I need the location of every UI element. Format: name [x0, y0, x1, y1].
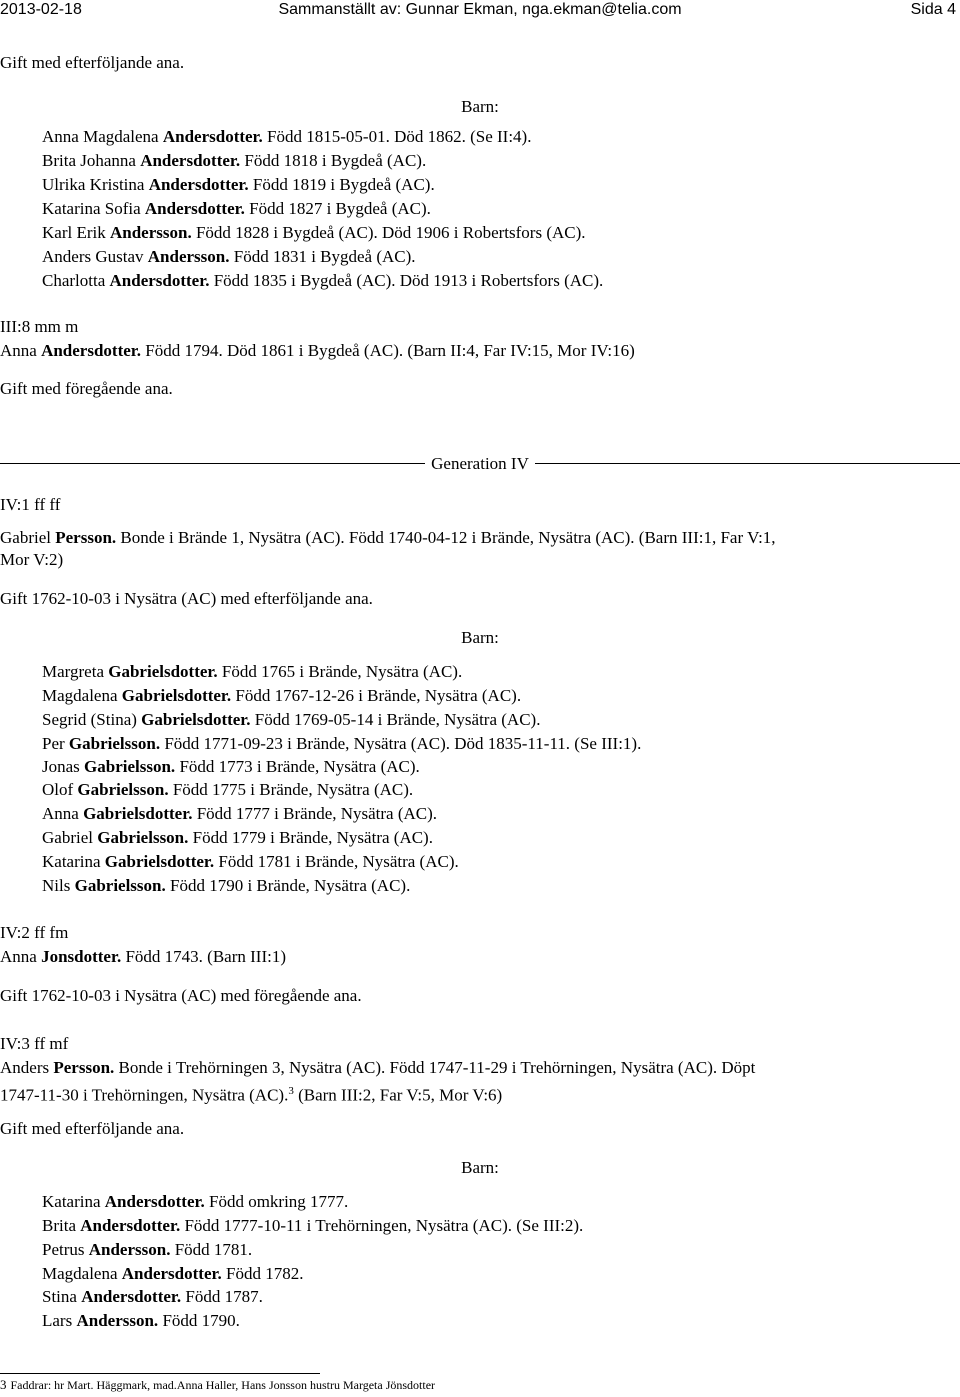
person-id: IV:3 ff mf: [0, 1034, 69, 1053]
footnote-text: Faddrar: hr Mart. Häggmark, mad.Anna Haller, Hans Jonsson hustru Margeta Jönsdotter: [10, 1378, 436, 1392]
marriage-line: Gift med föregående ana.: [0, 379, 173, 398]
person-id: IV:1 ff ff: [0, 495, 61, 514]
header-author: Sammanställt av: Gunnar Ekman, nga.ekman@telia.com: [278, 1, 682, 18]
child-entry: Anders Gustav Andersson. Född 1831 i Bygdeå (AC).: [42, 247, 416, 266]
marriage-line: Gift med efterföljande ana.: [0, 1119, 185, 1138]
child-entry: Charlotta Andersdotter. Född 1835 i Bygdeå (AC). Död 1913 i Robertsfors (AC).: [42, 271, 604, 290]
child-entry: Anna Magdalena Andersdotter. Född 1815-05-01. Död 1862. (Se II:4).: [42, 127, 532, 146]
barn-label: Barn:: [461, 628, 499, 647]
child-entry: Katarina Andersdotter. Född omkring 1777.: [42, 1192, 349, 1211]
child-entry: Per Gabrielsson. Född 1771-09-23 i Brände, Nysätra (AC). Död 1835-11-11. (Se III:1).: [42, 734, 642, 753]
generation-heading: [0, 452, 960, 476]
person-entry: Gabriel Persson. Bonde i Brände 1, Nysätra (AC). Född 1740-04-12 i Brände, Nysätra (AC). (Barn III:1, Far V:1,: [0, 528, 776, 547]
child-entry: Lars Andersson. Född 1790.: [42, 1311, 240, 1330]
barn-label: Barn:: [461, 1158, 499, 1177]
child-entry: Petrus Andersson. Född 1781.: [42, 1240, 253, 1259]
child-entry: Brita Andersdotter. Född 1777-10-11 i Trehörningen, Nysätra (AC). (Se III:2).: [42, 1216, 584, 1235]
header-date: 2013-02-18: [0, 1, 82, 18]
child-entry: Margreta Gabrielsdotter. Född 1765 i Brände, Nysätra (AC).: [42, 662, 463, 681]
child-entry: Katarina Sofia Andersdotter. Född 1827 i Bygdeå (AC).: [42, 199, 431, 218]
person-id: IV:2 ff fm: [0, 923, 69, 942]
person-entry: Anders Persson. Bonde i Trehörningen 3, Nysätra (AC). Född 1747-11-29 i Trehörningen, Nysätra (AC). Döpt: [0, 1058, 756, 1077]
footnote-rule: [0, 1373, 320, 1374]
footnote: [0, 1377, 435, 1393]
page-header: [0, 0, 960, 24]
child-entry: Brita Johanna Andersdotter. Född 1818 i Bygdeå (AC).: [42, 151, 427, 170]
child-entry: Olof Gabrielsson. Född 1775 i Brände, Nysätra (AC).: [42, 780, 414, 799]
header-page-number: Sida 4: [910, 1, 956, 18]
generation-title: Generation IV: [425, 454, 535, 473]
child-entry: Segrid (Stina) Gabrielsdotter. Född 1769-05-14 i Brände, Nysätra (AC).: [42, 710, 541, 729]
person-entry-continued: 1747-11-30 i Trehörningen, Nysätra (AC).$^3$ (Barn III:2, Far V:5, Mor V:6): [0, 1085, 503, 1105]
child-entry: Gabriel Gabrielsson. Född 1779 i Brände, Nysätra (AC).: [42, 828, 433, 847]
barn-label: Barn:: [461, 97, 499, 116]
child-entry: Katarina Gabrielsdotter. Född 1781 i Brände, Nysätra (AC).: [42, 852, 459, 871]
child-entry: Nils Gabrielsson. Född 1790 i Brände, Nysätra (AC).: [42, 876, 411, 895]
person-entry: Anna Andersdotter. Född 1794. Död 1861 i Bygdeå (AC). (Barn II:4, Far IV:15, Mor IV:16): [0, 341, 635, 360]
child-entry: Stina Andersdotter. Född 1787.: [42, 1287, 263, 1306]
person-entry-continued: Mor V:2): [0, 550, 64, 569]
marriage-line: Gift 1762-10-03 i Nysätra (AC) med föregående ana.: [0, 986, 362, 1005]
child-entry: Magdalena Gabrielsdotter. Född 1767-12-26 i Brände, Nysätra (AC).: [42, 686, 522, 705]
marriage-line: Gift 1762-10-03 i Nysätra (AC) med efterföljande ana.: [0, 589, 373, 608]
child-entry: Karl Erik Andersson. Född 1828 i Bygdeå (AC). Död 1906 i Robertsfors (AC).: [42, 223, 586, 242]
child-entry: Ulrika Kristina Andersdotter. Född 1819 i Bygdeå (AC).: [42, 175, 435, 194]
footnote-number: 3: [0, 1377, 7, 1392]
intro-marriage-line: Gift med efterföljande ana.: [0, 53, 185, 72]
person-id: III:8 mm m: [0, 317, 79, 336]
child-entry: Anna Gabrielsdotter. Född 1777 i Brände, Nysätra (AC).: [42, 804, 438, 823]
footnote-marker: 3: [288, 1085, 294, 1097]
child-entry: Magdalena Andersdotter. Född 1782.: [42, 1264, 304, 1283]
person-entry: Anna Jonsdotter. Född 1743. (Barn III:1): [0, 947, 286, 966]
child-entry: Jonas Gabrielsson. Född 1773 i Brände, Nysätra (AC).: [42, 757, 420, 776]
